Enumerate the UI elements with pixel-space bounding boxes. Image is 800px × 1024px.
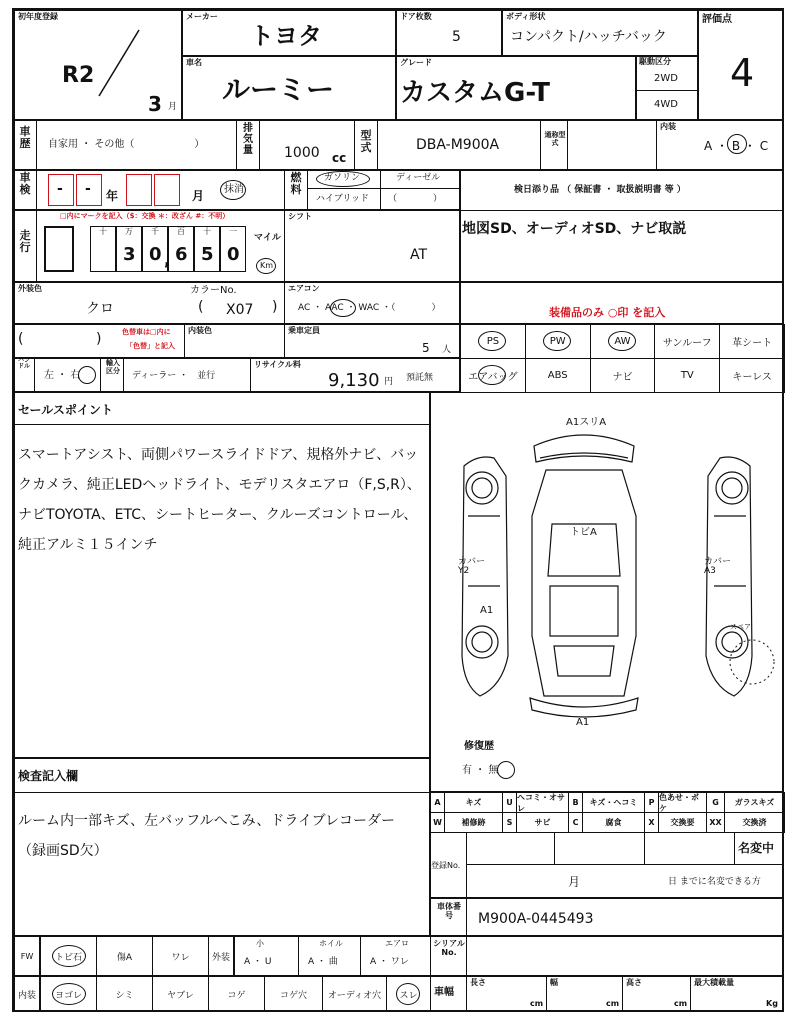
docs-title-line — [460, 210, 784, 211]
ext-sub-value: A ・ ワレ — [370, 957, 409, 967]
color-code-paren-r: ) — [272, 299, 278, 315]
reg-midline — [466, 864, 784, 865]
ext-cell — [234, 936, 299, 976]
handle-right-circle — [78, 366, 96, 384]
aircon-aac-circle — [330, 299, 356, 317]
legend-code: C — [568, 812, 583, 833]
inspect-year: 年 — [106, 189, 119, 203]
chassis-value: M900A-0445493 — [478, 911, 594, 927]
diag-label-left: カバー Y2 — [458, 557, 486, 576]
legend-meaning: キズ・ヘコミ — [582, 792, 645, 813]
odometer-comma: , — [164, 250, 171, 269]
model-label: 型式 — [360, 129, 372, 155]
diagonal-slash — [94, 28, 144, 98]
diag-label-front: A1スリA — [566, 417, 607, 428]
mileage-note: □内にマークを記入（$：交換 ＊：改ざん #：不明） — [60, 212, 230, 220]
fw-label: FW — [14, 936, 40, 976]
legend-meaning: 交換済 — [724, 812, 785, 833]
odometer-unit: 百 — [177, 227, 185, 236]
body-label: ボディ形状 — [506, 12, 546, 21]
size-width: 幅 — [550, 978, 558, 987]
int-label: 内装 — [14, 976, 40, 1012]
capacity-unit: 人 — [442, 345, 452, 355]
docs-text: 地図SD、オーディオSD、ナビ取説 — [462, 221, 687, 237]
drive-4wd: 4WD — [654, 99, 678, 110]
legend-code: X — [644, 812, 659, 833]
capacity-label: 乗車定員 — [288, 326, 320, 335]
inspect-sep — [36, 170, 37, 210]
equipment-circle — [543, 331, 571, 351]
reg-label-sep — [466, 832, 467, 898]
odometer-digit: 0 — [149, 244, 162, 265]
score-value: 4 — [730, 51, 755, 95]
equip-title: 装備品のみ ○印 を記入 — [549, 306, 666, 319]
size-sep-0 — [466, 976, 467, 1012]
shift-sep — [284, 210, 285, 282]
disp-label: 排気量 — [243, 123, 253, 156]
usage-label: 車歴 — [19, 125, 31, 151]
size-label: 車幅 — [434, 987, 454, 998]
int-item: コゲ穴 — [264, 976, 323, 1012]
equipment-cell: エアバッグ — [460, 358, 526, 393]
size-sep-2 — [622, 976, 623, 1012]
color-code-paren-l: ( — [198, 299, 204, 315]
model-value: DBA-M900A — [416, 137, 500, 153]
fuel-vmid — [380, 170, 381, 210]
expired-circle — [220, 180, 246, 200]
ext-label: 外装 — [208, 936, 234, 976]
sales-title-line — [14, 424, 430, 425]
maker-value: トヨタ — [250, 22, 322, 50]
ext-sub-label: ホイル — [319, 939, 343, 948]
reg-cell-2 — [644, 832, 645, 864]
equipment-cell: ナビ — [590, 358, 656, 393]
reg-month: 月 — [568, 875, 581, 889]
size-height-unit: cm — [674, 999, 688, 1008]
size-sep-3 — [690, 976, 691, 1012]
equipment-circle — [478, 365, 506, 385]
chassis-sep — [466, 898, 467, 936]
inner-paren-l: ( — [18, 331, 24, 347]
common-label: 通称型式 — [544, 131, 566, 147]
serial-box — [430, 936, 784, 976]
int-item: スレ — [386, 976, 431, 1012]
odometer-unit: 十 — [203, 227, 211, 236]
odometer-digit: 3 — [123, 244, 136, 265]
inspection-title: 検査記入欄 — [18, 769, 79, 783]
legend-meaning: 腐食 — [582, 812, 645, 833]
diag-label-right: カバー A3 — [704, 557, 732, 576]
chassis-label: 車体番号 — [437, 902, 461, 920]
mileage-km: Km — [260, 261, 274, 270]
maker-label: メーカー — [186, 12, 218, 21]
equipment-cell: PS — [460, 324, 526, 359]
equipment-cell: サンルーフ — [654, 324, 720, 359]
fw-circle — [52, 945, 86, 967]
reg-label: 登録No. — [431, 861, 461, 870]
shift-label: シフト — [288, 212, 312, 221]
color-code-value: X07 — [226, 302, 254, 318]
shift-value: AT — [410, 247, 428, 263]
inspect-dash-1: - — [57, 181, 63, 197]
mileage-mile: マイル — [254, 233, 281, 243]
legend-code: B — [568, 792, 583, 813]
fw-item: ワレ — [152, 936, 209, 976]
inspection-text: ルーム内一部キズ、左バッフルへこみ、ドライブレコーダー（録画SD欠） — [18, 813, 396, 859]
inspect-dash-2: - — [85, 181, 91, 197]
legend-meaning: ガラスキズ — [724, 792, 785, 813]
odometer-unit: 万 — [125, 227, 133, 236]
docs-title: 検日添り品 （ 保証書 ・ 取扱説明書 等 ） — [514, 185, 686, 195]
fw-item: トビ石 — [40, 936, 97, 976]
legend-meaning: 交換要 — [658, 812, 707, 833]
month-unit: 月 — [168, 102, 178, 112]
aircon-label: エアコン — [288, 284, 320, 293]
legend-meaning: 補修跡 — [444, 812, 503, 833]
diag-label-left-lower: A1 — [480, 605, 494, 616]
inspect-box-4 — [154, 174, 180, 206]
ext-sub-value: A ・ 曲 — [308, 957, 338, 967]
sales-text: スマートアシスト、両側パワースライドドア、規格外ナビ、バックカメラ、純正LEDヘッドライト、モデリスタエアロ（F,S,R）、ナビTOYOTA、ETC、シートヒーター、クルーズコントロール、純正アルミ１５インチ — [18, 447, 421, 553]
first-reg-month: 3 — [148, 92, 162, 116]
import-label: 輸入区分 — [106, 359, 120, 375]
doors-label: ドア枚数 — [400, 12, 432, 21]
change-note-1: 色替車は□内に — [122, 328, 171, 336]
reg-name-change: 名変中 — [738, 841, 775, 855]
odometer-unit: 十 — [99, 227, 107, 236]
grade-label: グレード — [400, 58, 432, 67]
size-width-unit: cm — [606, 999, 620, 1008]
fuel-gas: ガソリン — [324, 173, 361, 183]
fuel-label: 燃料 — [290, 171, 302, 197]
inner-color-sep — [184, 324, 185, 358]
interior-value: A ・ B ・ C — [704, 139, 769, 153]
repair-value: 有 ・ 無 — [462, 765, 499, 776]
equipment-circle — [608, 331, 636, 351]
odometer-digit: 6 — [175, 244, 188, 265]
fuel-hybrid: ハイブリッド — [316, 194, 370, 204]
int-item: シミ — [96, 976, 153, 1012]
recycle-sep — [250, 358, 251, 392]
interior-sep — [656, 120, 657, 170]
ext-sub-label: 小 — [256, 939, 264, 948]
recycle-value: 9,130 — [328, 370, 380, 391]
fuel-other: （ ） — [388, 194, 443, 204]
reg-cell-3 — [734, 832, 735, 864]
fuel-diesel: ディーゼル — [396, 173, 441, 183]
repair-title: 修復歴 — [464, 741, 494, 752]
usage-value: 自家用 ・ その他（ ） — [48, 139, 205, 150]
equipment-cell: キーレス — [719, 358, 785, 393]
disp-unit: cc — [332, 151, 347, 165]
reg-day-note: 日 までに名変できる方 — [668, 877, 761, 887]
serial-sep — [466, 936, 467, 976]
color-code-label: カラーNo. — [190, 285, 237, 296]
legend-meaning: サビ — [516, 812, 569, 833]
equipment-cell: TV — [654, 358, 720, 393]
odometer-unit: 千 — [151, 227, 159, 236]
odometer-digit: 5 — [201, 244, 214, 265]
serial-label: シリアルNo. — [433, 939, 465, 957]
fuel-gas-circle — [316, 171, 370, 187]
legend-meaning: キズ — [444, 792, 503, 813]
odometer-unit: 一 — [229, 227, 237, 236]
sales-title: セールスポイント — [18, 403, 113, 417]
outer-color-label: 外装色 — [18, 284, 42, 293]
mileage-label: 走行 — [19, 229, 31, 255]
int-circle-1 — [52, 983, 86, 1005]
recycle-unit: 円 — [384, 377, 394, 387]
body-value: コンパクト/ハッチバック — [510, 29, 667, 45]
inspect-box-3 — [126, 174, 152, 206]
recycle-label: リサイクル料 — [254, 360, 301, 369]
disp-value: 1000 — [284, 145, 320, 161]
equipment-circle — [478, 331, 506, 351]
drive-2wd: 2WD — [654, 73, 678, 84]
change-note-2: 「色替」と記入 — [126, 342, 175, 350]
legend-code: A — [430, 792, 445, 813]
mileage-sep — [36, 210, 37, 282]
handle-sep — [34, 358, 35, 392]
size-sep-1 — [546, 976, 547, 1012]
equipment-cell: ABS — [525, 358, 591, 393]
drive-divider — [636, 90, 698, 91]
name-label: 車名 — [186, 58, 202, 67]
doors-value: 5 — [452, 29, 461, 45]
size-length-unit: cm — [530, 999, 544, 1008]
reg-cell-1 — [554, 832, 555, 864]
int-circle-2 — [396, 983, 420, 1005]
size-height: 高さ — [626, 978, 642, 987]
capacity-sep — [284, 324, 285, 358]
capacity-value: 5 — [422, 341, 430, 355]
drive-label: 駆動区分 — [639, 57, 671, 66]
inspection-title-line — [14, 792, 430, 793]
size-weight-unit: Kg — [766, 999, 778, 1008]
mileage-flag-box — [44, 226, 74, 272]
equipment-cell: PW — [525, 324, 591, 359]
import-value: ディーラー ・ 並行 — [132, 371, 216, 381]
legend-meaning: ヘコミ・オサレ — [516, 792, 569, 813]
reg-box — [430, 832, 784, 898]
equipment-cell: 革シート — [719, 324, 785, 359]
int-item: コゲ — [208, 976, 265, 1012]
recycle-note: 預託無 — [406, 373, 434, 383]
handle-label: ハンドル — [17, 357, 30, 371]
legend-meaning: 色あせ・ボケ — [658, 792, 707, 813]
int-item: ヤブレ — [152, 976, 209, 1012]
repair-none-circle — [497, 761, 515, 779]
int-item: ヨゴレ — [40, 976, 97, 1012]
inner-color-label: 内装色 — [188, 326, 212, 335]
aircon-sep — [284, 282, 285, 324]
legend-code: U — [502, 792, 517, 813]
int-item: オーディオ穴 — [322, 976, 387, 1012]
legend-code: W — [430, 812, 445, 833]
fw-item: 傷A — [96, 936, 153, 976]
first-reg-label: 初年度登録 — [18, 12, 58, 21]
interior-b-circle — [727, 134, 747, 154]
inspect-label: 車検 — [19, 171, 31, 197]
ext-sub-value: A ・ U — [244, 957, 272, 967]
equipment-cell: AW — [590, 324, 656, 359]
name-value: ルーミー — [222, 73, 335, 106]
km-circle — [256, 258, 276, 274]
inner-paren-r: ) — [96, 331, 102, 347]
size-weight: 最大積載量 — [694, 978, 734, 987]
diag-label-rear: A1 — [576, 717, 590, 728]
score-label: 評価点 — [702, 14, 732, 25]
legend-code: S — [502, 812, 517, 833]
aircon-value: AC ・ AAC ・ WAC ・（ ） — [298, 303, 441, 313]
outer-color-value: クロ — [86, 301, 114, 317]
first-reg-era: R2 — [62, 63, 95, 88]
legend-code: G — [706, 792, 725, 813]
legend-code: P — [644, 792, 659, 813]
auction-sheet — [12, 8, 784, 1012]
diag-label-top: トビA — [570, 527, 597, 538]
grade-value: カスタムG-T — [400, 78, 551, 108]
inspect-month: 月 — [192, 189, 205, 203]
odometer-digit: 0 — [227, 244, 240, 265]
interior-label: 内装 — [660, 122, 676, 131]
handle-value: 左 ・ 右 — [44, 370, 81, 381]
diag-label-spare: スペア — [730, 623, 751, 631]
inspect-expired: 抹消 — [224, 184, 244, 195]
ext-sub-label: エアロ — [385, 939, 409, 948]
size-length: 長さ — [470, 978, 486, 987]
legend-code: XX — [706, 812, 725, 833]
fuel-mid — [308, 188, 460, 189]
inner-row — [14, 324, 460, 358]
usage-sep — [36, 120, 37, 170]
